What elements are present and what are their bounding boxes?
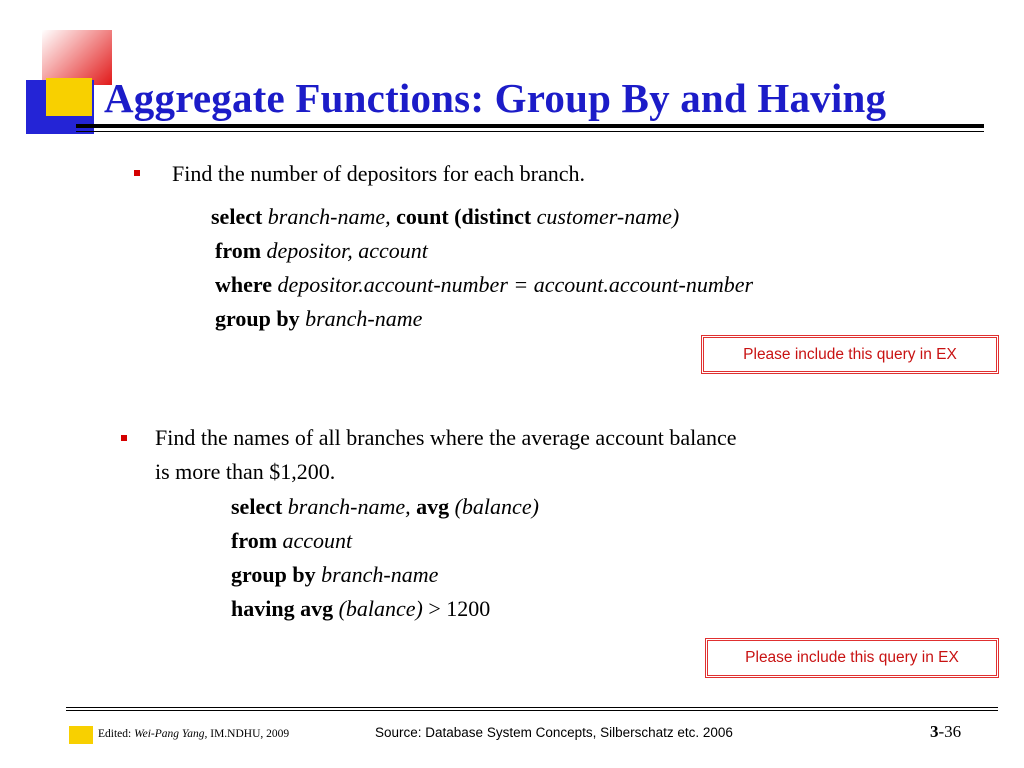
- identifier: (balance): [338, 596, 423, 621]
- identifier: branch-name: [305, 306, 423, 331]
- keyword: from: [231, 528, 278, 553]
- page-number: [930, 722, 961, 742]
- slide-title: Aggregate Functions: Group By and Having: [104, 75, 887, 121]
- keyword: avg: [416, 494, 450, 519]
- keyword: select: [211, 204, 263, 229]
- logo-red-square: [42, 30, 112, 85]
- identifier: account: [282, 528, 353, 553]
- example1-groupby-line: [215, 306, 422, 332]
- keyword: having avg: [231, 596, 334, 621]
- title-divider-thin: [76, 131, 984, 132]
- example2-bullet-text-line1: Find the names of all branches where the average account balance: [155, 425, 737, 450]
- bullet-icon: [134, 170, 140, 176]
- bullet-icon: [121, 435, 127, 441]
- footer-author: Wei-Pang Yang,: [134, 728, 208, 740]
- footer-logo-square: [69, 726, 93, 744]
- example2-from-line: [231, 528, 352, 554]
- footer-divider: [66, 707, 998, 708]
- identifier: depositor, account: [266, 238, 428, 263]
- example2-bullet-text-line2: is more than $1,200.: [155, 459, 336, 484]
- logo-yellow-square: [46, 78, 92, 116]
- keyword: select: [231, 494, 283, 519]
- footer-divider-thin: [66, 710, 998, 711]
- footer-org: IM.NDHU, 2009: [210, 728, 290, 740]
- identifier: depositor.account-number = account.account-number: [277, 272, 754, 297]
- title-divider: [76, 124, 984, 128]
- example2-select-line: [231, 494, 539, 520]
- identifier: (balance): [454, 494, 539, 519]
- keyword: group by: [231, 562, 316, 587]
- chapter-number: 3: [930, 722, 939, 741]
- example1-from-line: [215, 238, 428, 264]
- footer-credit: [98, 728, 289, 740]
- identifier: customer-name): [536, 204, 680, 229]
- keyword: count (distinct: [396, 204, 532, 229]
- example2-having-line: [231, 596, 490, 622]
- slide-number: -36: [938, 722, 962, 741]
- identifier: branch-name: [321, 562, 439, 587]
- identifier: branch-name,: [287, 494, 411, 519]
- note-box: Please include this query in EX: [701, 335, 999, 374]
- literal: > 1200: [428, 596, 491, 621]
- example1-bullet-text: Find the number of depositors for each branch.: [172, 161, 585, 186]
- example2-groupby-line: [231, 562, 438, 588]
- keyword: from: [215, 238, 262, 263]
- footer-edited-label: Edited:: [98, 728, 132, 740]
- keyword: group by: [215, 306, 300, 331]
- example1-select-line: [211, 204, 679, 230]
- note-box: Please include this query in EX: [705, 638, 999, 678]
- keyword: where: [215, 272, 273, 297]
- footer-source: Source: Database System Concepts, Silberschatz etc. 2006: [375, 725, 733, 740]
- identifier: branch-name,: [267, 204, 391, 229]
- example1-where-line: [215, 272, 753, 298]
